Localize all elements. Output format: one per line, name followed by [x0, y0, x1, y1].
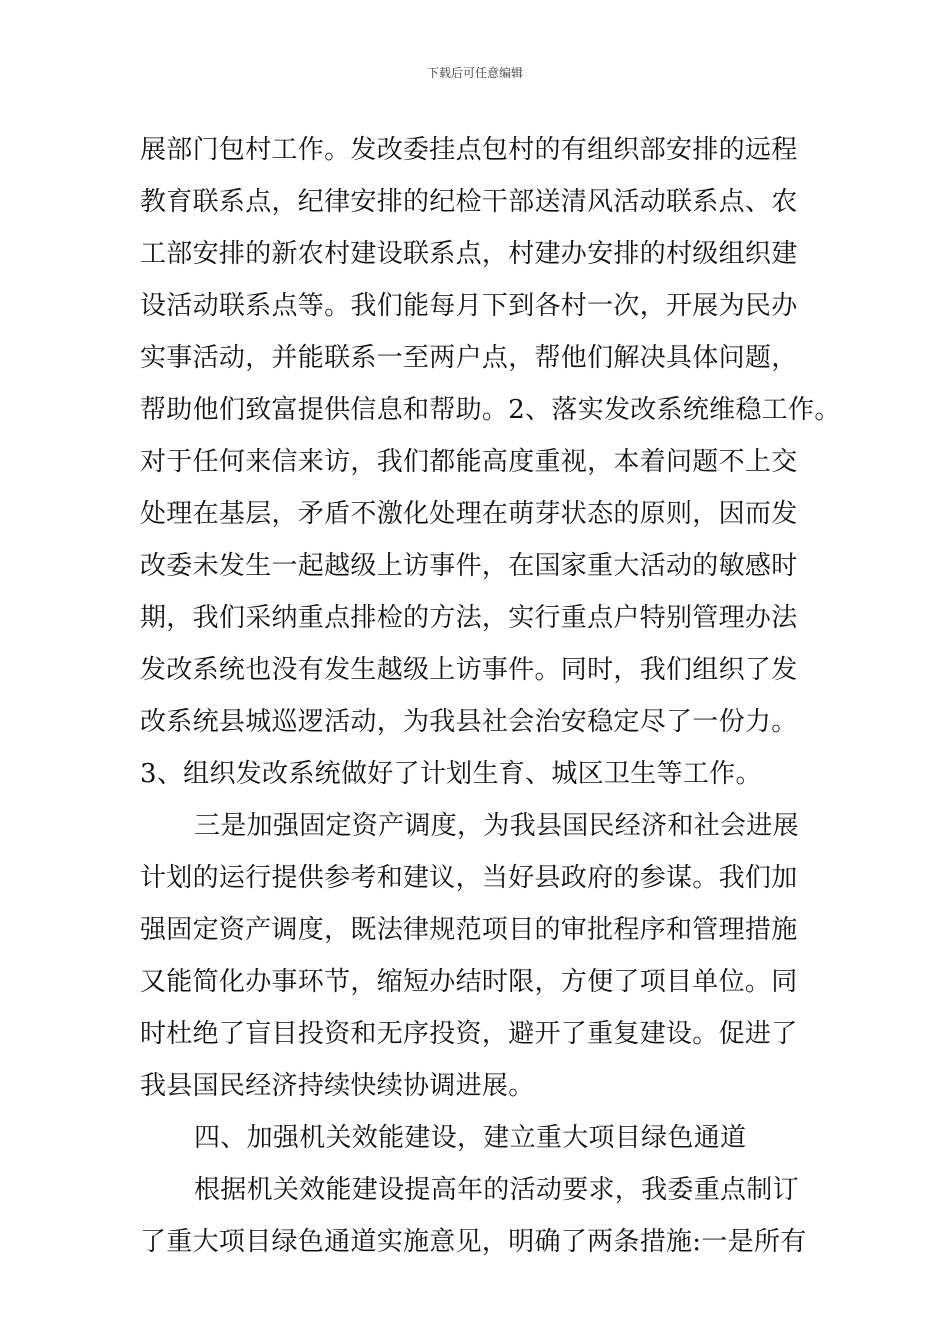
text-line: 教育联系点，纪律安排的纪检干部送清风活动联系点、农 [140, 187, 798, 217]
text-line: 对于任何来信来访，我们都能高度重视，本着问题不上交 [140, 447, 798, 477]
text-line: 改系统县城巡逻活动，为我县社会治安稳定尽了一份力。 [140, 707, 798, 737]
text-line: 处理在基层，矛盾不激化处理在萌芽状态的原则，因而发 [140, 499, 798, 529]
text-line: 展部门包村工作。发改委挂点包村的有组织部安排的远程 [140, 135, 798, 165]
text-line: 了重大项目绿色通道实施意见，明确了两条措施:一是所有 [140, 1227, 807, 1257]
text-line: 三是加强固定资产调度，为我县国民经济和社会进展 [194, 811, 799, 841]
text-line: 实事活动，并能联系一至两户点，帮他们解决具体问题， [140, 343, 798, 373]
text-line: 我县国民经济持续快续协调进展。 [140, 1071, 535, 1101]
text-line: 帮助他们致富提供信息和帮助。2、落实发改系统维稳工作。 [140, 395, 841, 425]
text-line: 时杜绝了盲目投资和无序投资，避开了重复建设。促进了 [140, 1019, 798, 1049]
text-line: 强固定资产调度，既法律规范项目的审批程序和管理措施 [140, 915, 798, 945]
page-header: 下载后可任意编辑 [426, 66, 523, 80]
text-line: 又能简化办事环节，缩短办结时限，方便了项目单位。同 [140, 967, 798, 997]
text-line: 期，我们采纳重点排检的方法，实行重点户特别管理办法 [140, 603, 798, 633]
text-line: 根据机关效能建设提高年的活动要求，我委重点制订 [194, 1175, 799, 1205]
text-line: 3、组织发改系统做好了计划生育、城区卫生等工作。 [140, 759, 762, 789]
text-line: 发改系统也没有发生越级上访事件。同时，我们组织了发 [140, 655, 798, 685]
text-line: 设活动联系点等。我们能每月下到各村一次，开展为民办 [140, 291, 798, 321]
text-line: 工部安排的新农村建设联系点，村建办安排的村级组织建 [140, 239, 798, 269]
text-line: 四、加强机关效能建设，建立重大项目绿色通道 [194, 1123, 747, 1153]
text-line: 改委未发生一起越级上访事件，在国家重大活动的敏感时 [140, 551, 798, 581]
document-body [140, 124, 841, 1268]
text-line: 计划的运行提供参考和建议，当好县政府的参谋。我们加 [140, 863, 798, 893]
